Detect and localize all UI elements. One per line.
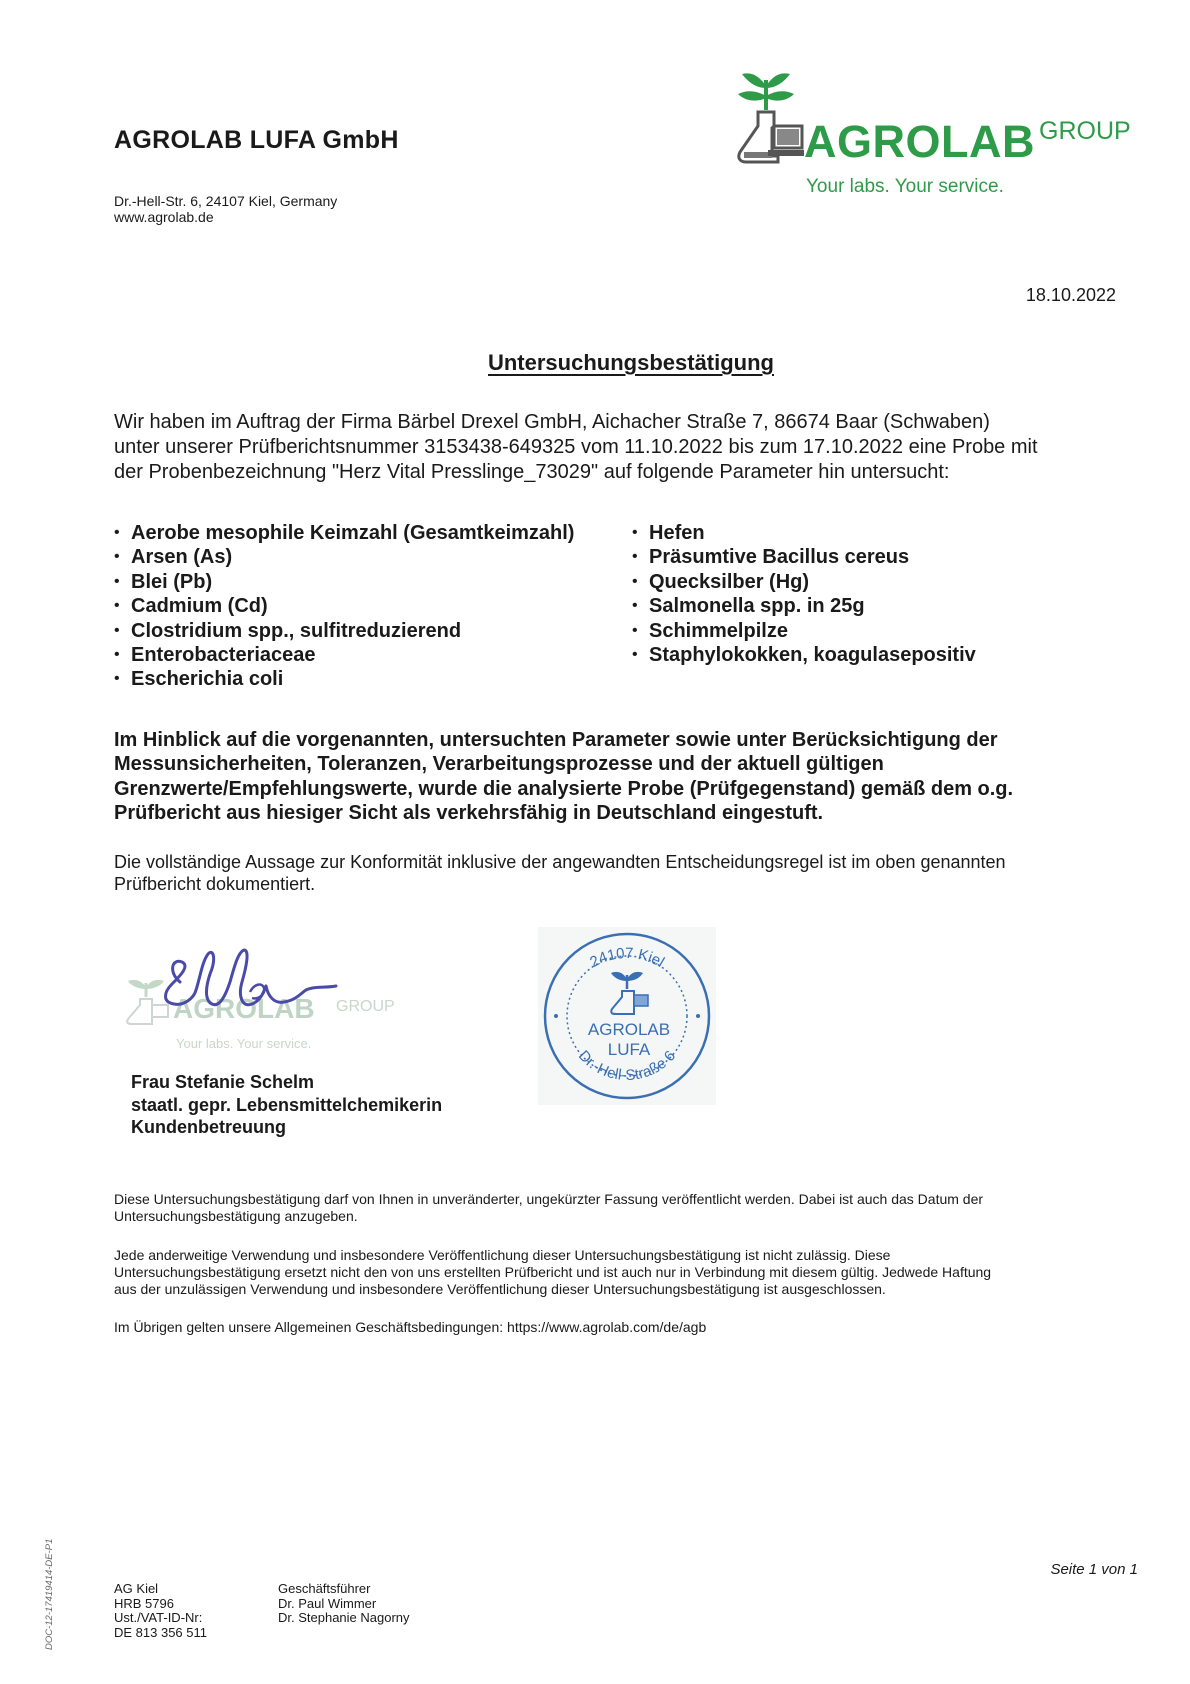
intro-line: der Probenbezeichnung "Herz Vital Presslinge_73029" auf folgende Parameter hin untersucht: — [114, 461, 950, 483]
footer-paragraph-terms: Im Übrigen gelten unsere Allgemeinen Geschäftsbedingungen: https://www.agrolab.com/de/agb — [114, 1319, 707, 1335]
list-item: • Enterobacteriaceae — [114, 643, 574, 667]
footer-paragraph-publication — [114, 1191, 1124, 1225]
footer-paragraph-usage — [114, 1247, 1124, 1298]
list-item: • Escherichia coli — [114, 667, 574, 691]
list-item: • Arsen (As) — [114, 545, 574, 569]
logo-wordmark: AGROLAB — [804, 116, 1035, 167]
signer-department: Kundenbetreuung — [131, 1117, 286, 1137]
address-line: Dr.-Hell-Str. 6, 24107 Kiel, Germany — [114, 193, 338, 209]
footer-line: Untersuchungsbestätigung ersetzt nicht den von uns erstellten Prüfbericht und ist auch nur in Verbindung mit diesem gültig. Jedwede Haftung — [114, 1264, 992, 1280]
list-item: • Quecksilber (Hg) — [632, 570, 976, 594]
list-item: • Blei (Pb) — [114, 570, 574, 594]
footer-line: Jede anderweitige Verwendung und insbesondere Veröffentlichung dieser Untersuchungsbestätigung ist nicht zulässig. Diese — [114, 1247, 891, 1263]
conclusion-paragraph — [114, 728, 1154, 826]
document-date: 18.10.2022 — [1025, 285, 1116, 305]
conformity-note — [114, 851, 1154, 895]
court: AG Kiel — [114, 1581, 159, 1596]
list-item: • Staphylokokken, koagulasepositiv — [632, 643, 976, 667]
website: www.agrolab.de — [114, 209, 214, 225]
stamp-center-text — [582, 1020, 676, 1060]
handwritten-signature — [150, 942, 350, 1022]
company-address — [114, 193, 337, 225]
page-number: Seite 1 von 1 — [1050, 1561, 1138, 1578]
conformity-line: Prüfbericht dokumentiert. — [114, 874, 316, 894]
logo-slogan: Your labs. Your service. — [806, 176, 1004, 197]
list-item: • Hefen — [632, 521, 976, 545]
watermark-wordmark: AGROLAB — [173, 993, 315, 1024]
manager-name: Dr. Paul Wimmer — [278, 1595, 377, 1611]
logo-group: GROUP — [1039, 117, 1131, 145]
intro-paragraph — [114, 410, 1144, 485]
conclusion-line: Prüfbericht aus hiesiger Sicht als verkehrsfähig in Deutschland eingestuft. — [114, 802, 824, 825]
document-title: Untersuchungsbestätigung — [487, 350, 774, 375]
vat-label: Ust./VAT-ID-Nr: — [114, 1610, 203, 1625]
footer-line: Untersuchungsbestätigung anzugeben. — [114, 1208, 358, 1224]
manager-name: Dr. Stephanie Nagorny — [278, 1610, 410, 1625]
watermark-group: GROUP — [336, 998, 395, 1015]
signer-block — [131, 1071, 442, 1139]
company-stamp — [538, 927, 716, 1105]
list-item: • Präsumtive Bacillus cereus — [632, 545, 976, 569]
document-code — [40, 1530, 56, 1650]
conclusion-line: Grenzwerte/Empfehlungswerte, wurde die analysierte Probe (Prüfgegenstand) gemäß dem o.g. — [114, 777, 1014, 800]
stamp-line: LUFA — [607, 1040, 651, 1059]
stamp-bottom-text: Dr.-Hell-Straße 6 — [574, 1047, 680, 1085]
svg-text:DOC-12-17419414-DE-P1: DOC-12-17419414-DE-P1 — [44, 1538, 55, 1650]
footer-line: aus der unzulässigen Verwendung und insbesondere Veröffentlichung dieser Untersuchungsbestätigung ist ausgeschlossen. — [114, 1281, 886, 1297]
conformity-line: Die vollständige Aussage zur Konformität inklusive der angewandten Entscheidungsregel ist im oben genannten — [114, 852, 1006, 872]
footer-line: Diese Untersuchungsbestätigung darf von Ihnen in unveränderter, ungekürzter Fassung veröffentlicht werden. Dabei ist auch das Datum der — [114, 1191, 984, 1207]
conclusion-line: Messunsicherheiten, Toleranzen, Verarbeitungsprozesse und der aktuell gültigen — [114, 753, 884, 776]
stamp-top-text: 24107 Kiel — [587, 944, 668, 972]
list-item: • Schimmelpilze — [632, 619, 976, 643]
signer-name: Frau Stefanie Schelm — [131, 1072, 315, 1092]
intro-line: unter unserer Prüfberichtsnummer 3153438-649325 vom 11.10.2022 bis zum 17.10.2022 eine Probe mit — [114, 436, 1038, 458]
registration-block — [114, 1582, 207, 1640]
hrb: HRB 5796 — [114, 1595, 174, 1611]
stamp-line: AGROLAB — [587, 1020, 671, 1039]
list-item: • Salmonella spp. in 25g — [632, 594, 976, 618]
parameter-list-right — [632, 521, 976, 667]
conclusion-line: Im Hinblick auf die vorgenannten, untersuchten Parameter sowie unter Berücksichtigung der — [114, 729, 998, 751]
stamp-flask-icon — [611, 972, 648, 1014]
list-item: • Clostridium spp., sulfitreduzierend — [114, 619, 574, 643]
list-item: • Cadmium (Cd) — [114, 594, 574, 618]
watermark-slogan: Your labs. Your service. — [176, 1036, 312, 1051]
list-item: • Aerobe mesophile Keimzahl (Gesamtkeimzahl) — [114, 521, 574, 545]
management-block — [278, 1582, 410, 1626]
intro-line: Wir haben im Auftrag der Firma Bärbel Drexel GmbH, Aichacher Straße 7, 86674 Baar (Schwaben) — [114, 411, 990, 433]
flask-plant-icon — [728, 66, 804, 164]
signer-title: staatl. gepr. Lebensmittelchemikerin — [131, 1094, 443, 1115]
company-name: AGROLAB LUFA GmbH — [114, 126, 399, 154]
management-label: Geschäftsführer — [278, 1581, 371, 1596]
parameter-list-left — [114, 521, 574, 692]
vat-number: DE 813 356 511 — [114, 1624, 207, 1640]
